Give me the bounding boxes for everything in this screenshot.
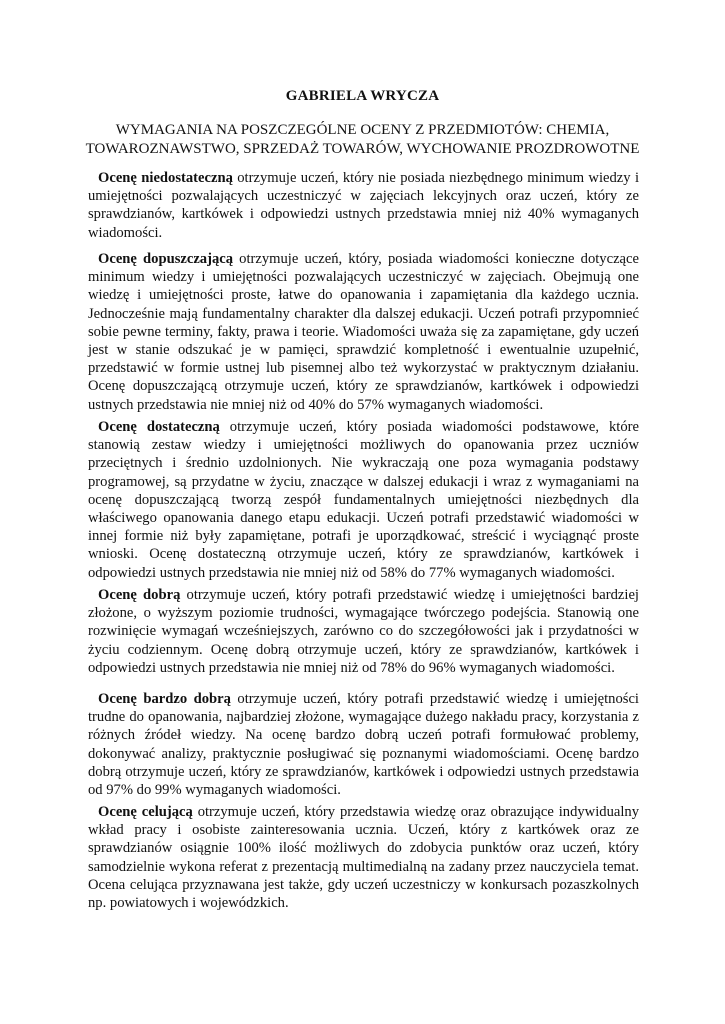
grade-name-good: Ocenę dobrą <box>98 587 181 603</box>
paragraph-grade-satisfactory <box>88 418 639 582</box>
paragraph-text: otrzymuje uczeń, który, posiada wiadomości konieczne dotyczące minimum wiedzy i umiejętności pozwalających uczestniczyć w zajęciach. Obejmują one wiedzę i umiejętności proste, łatwe do opanowania i zapamiętania dla każdego ucznia. Jednocześnie mają fundamentalny charakter dla dalszej edukacji. Uczeń potrafi przypomnieć sobie pewne terminy, fakty, prawa i teorie. Wiadomości uważa się za zapamiętane, gdy uczeń jest w stanie odszukać je w pamięci, sprawdzić kompletność i ewentualnie uzupełnić, przedstawić w formie ustnej lub pisemnej albo też wykorzystać w praktycznym działaniu. Ocenę dopuszczającą otrzymuje uczeń, który ze sprawdzianów, kartkówek i odpowiedzi ustnych przedstawia nie mniej niż od 40% do 57% wymaganych wiadomości. <box>88 251 639 413</box>
grade-name-insufficient: Ocenę niedostateczną <box>98 170 233 186</box>
grade-name-very-good: Ocenę bardzo dobrą <box>98 691 231 707</box>
grade-name-excellent: Ocenę celującą <box>98 804 193 820</box>
paragraph-grade-very-good <box>88 690 639 799</box>
paragraph-text: otrzymuje uczeń, który potrafi przedstawić wiedzę i umiejętności bardziej złożone, o wyższym poziomie trudności, wymagające twórczego podejścia. Stanowią one rozwinięcie wymagań wcześniejszych, zarówno co do szczegółowości jak i przydatności w życiu codziennym. Ocenę dobrą otrzymuje uczeń, który ze sprawdzianów, kartkówek i odpowiedzi ustnych przedstawia nie mniej niż od 78% do 96% wymaganych wiadomości. <box>88 587 639 676</box>
paragraph-grade-insufficient <box>88 169 639 242</box>
paragraph-text: otrzymuje uczeń, który posiada wiadomości podstawowe, które stanowią zestaw wiedzy i umiejętności możliwych do opanowania przez uczniów przeciętnych i średnio uzdolnionych. Nie wykraczają one poza wymagania podstawy programowej, są przydatne w życiu, znaczące w dalszej edukacji i wraz z wymaganiami na ocenę dopuszczającą tworzą zespół fundamentalnych umiejętności niezbędnych dla właściwego opanowania danego etapu edukacji. Uczeń potrafi przedstawić wiadomości w innej formie niż były zapamiętane, potrafi je uporządkować, streścić i wyciągnąć proste wnioski. Ocenę dostateczną otrzymuje uczeń, który ze sprawdzianów, kartkówek i odpowiedzi ustnych przedstawia nie mniej niż od 58% do 77% wymaganych wiadomości. <box>88 419 639 581</box>
paragraph-text: otrzymuje uczeń, który potrafi przedstawić wiedzę i umiejętności trudne do opanowania, najbardziej złożone, wymagające dużego nakładu pracy, korzystania z różnych źródeł wiedzy. Na ocenę bardzo dobrą uczeń potrafi formułować problemy, dokonywać analizy, praktycznie posługiwać się poznanymi wiadomościami. Ocenę bardzo dobrą otrzymuje uczeń, który ze sprawdzianów, kartkówek i odpowiedzi ustnych przedstawia od 97% do 99% wymaganych wiadomości. <box>88 691 639 799</box>
paragraph-grade-good <box>88 586 639 677</box>
paragraph-grade-excellent <box>88 803 639 912</box>
title-line-1: WYMAGANIA NA POSZCZEGÓLNE OCENY Z PRZEDMIOTÓW: CHEMIA, <box>115 122 610 138</box>
paragraph-text: otrzymuje uczeń, który nie posiada niezbędnego minimum wiedzy i umiejętności pozwalających uczestniczyć w zajęciach lekcyjnych oraz uczeń, który ze sprawdzianów, kartkówek i odpowiedzi ustnych przedstawia mniej niż 40% wymaganych wiadomości. <box>88 170 640 241</box>
author-name: GABRIELA WRYCZA <box>285 88 440 104</box>
paragraph-grade-sufficient <box>88 250 639 414</box>
paragraph-text: otrzymuje uczeń, który przedstawia wiedzę oraz obrazujące indywidualny wkład pracy i osobiste zainteresowania ucznia. Uczeń, który z kartkówek oraz ze sprawdzianów osiągnie 100% ilość możliwych do zdobycia punktów oraz uczeń, który samodzielnie wykona referat z prezentacją multimedialną na zadany przez nauczyciela temat. Ocena celująca przyznawana jest także, gdy uczeń uczestniczy w konkursach pozaszkolnych np. powiatowych i wojewódzkich. <box>88 804 639 912</box>
grade-name-sufficient: Ocenę dopuszczającą <box>98 251 234 267</box>
document-title <box>80 121 645 159</box>
title-line-2: TOWAROZNAWSTWO, SPRZEDAŻ TOWARÓW, WYCHOWANIE PROZDROWOTNE <box>85 141 640 157</box>
grade-name-satisfactory: Ocenę dostateczną <box>98 419 220 435</box>
